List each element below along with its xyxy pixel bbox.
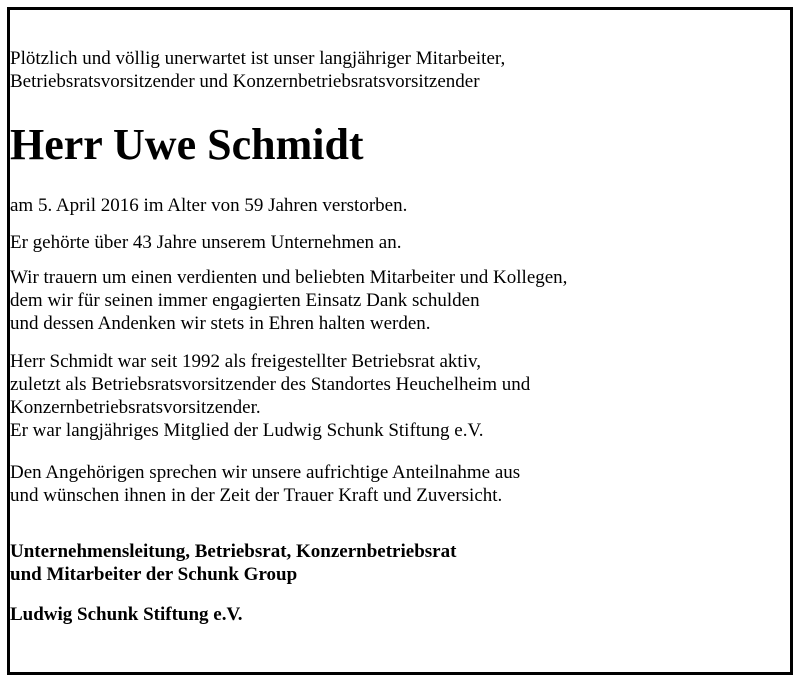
- career-line: Herr Schmidt war seit 1992 als freigestellter Betriebsrat aktiv,: [10, 351, 481, 372]
- signature-block: [10, 540, 790, 586]
- mourning-line: und dessen Andenken wir stets in Ehren halten werden.: [10, 313, 431, 334]
- career-text: [10, 350, 790, 442]
- obituary-frame: [7, 7, 793, 675]
- signature-line: Unternehmensleitung, Betriebsrat, Konzernbetriebsrat: [10, 541, 457, 562]
- intro-line: Plötzlich und völlig unerwartet ist unser langjähriger Mitarbeiter,: [10, 48, 506, 69]
- deceased-name: Herr Uwe Schmidt: [10, 120, 364, 169]
- tenure-text: Er gehörte über 43 Jahre unserem Unternehmen an.: [10, 232, 402, 253]
- career-line: Konzernbetriebsratsvorsitzender.: [10, 397, 261, 418]
- foundation-signature: Ludwig Schunk Stiftung e.V.: [10, 604, 243, 625]
- mourning-line: Wir trauern um einen verdienten und beliebten Mitarbeiter und Kollegen,: [10, 267, 568, 288]
- career-line: zuletzt als Betriebsratsvorsitzender des Standortes Heuchelheim und: [10, 374, 531, 395]
- signature-line: und Mitarbeiter der Schunk Group: [10, 564, 298, 585]
- career-line: Er war langjähriges Mitglied der Ludwig Schunk Stiftung e.V.: [10, 420, 484, 441]
- mourning-text: [10, 266, 790, 335]
- condolence-line: und wünschen ihnen in der Zeit der Trauer Kraft und Zuversicht.: [10, 485, 503, 506]
- intro-line: Betriebsratsvorsitzender und Konzernbetriebsratsvorsitzender: [10, 71, 480, 92]
- condolence-line: Den Angehörigen sprechen wir unsere aufrichtige Anteilnahme aus: [10, 462, 521, 483]
- intro-text: [10, 47, 790, 93]
- mourning-line: dem wir für seinen immer engagierten Einsatz Dank schulden: [10, 290, 480, 311]
- condolence-text: [10, 461, 790, 507]
- death-date-text: am 5. April 2016 im Alter von 59 Jahren verstorben.: [10, 195, 408, 216]
